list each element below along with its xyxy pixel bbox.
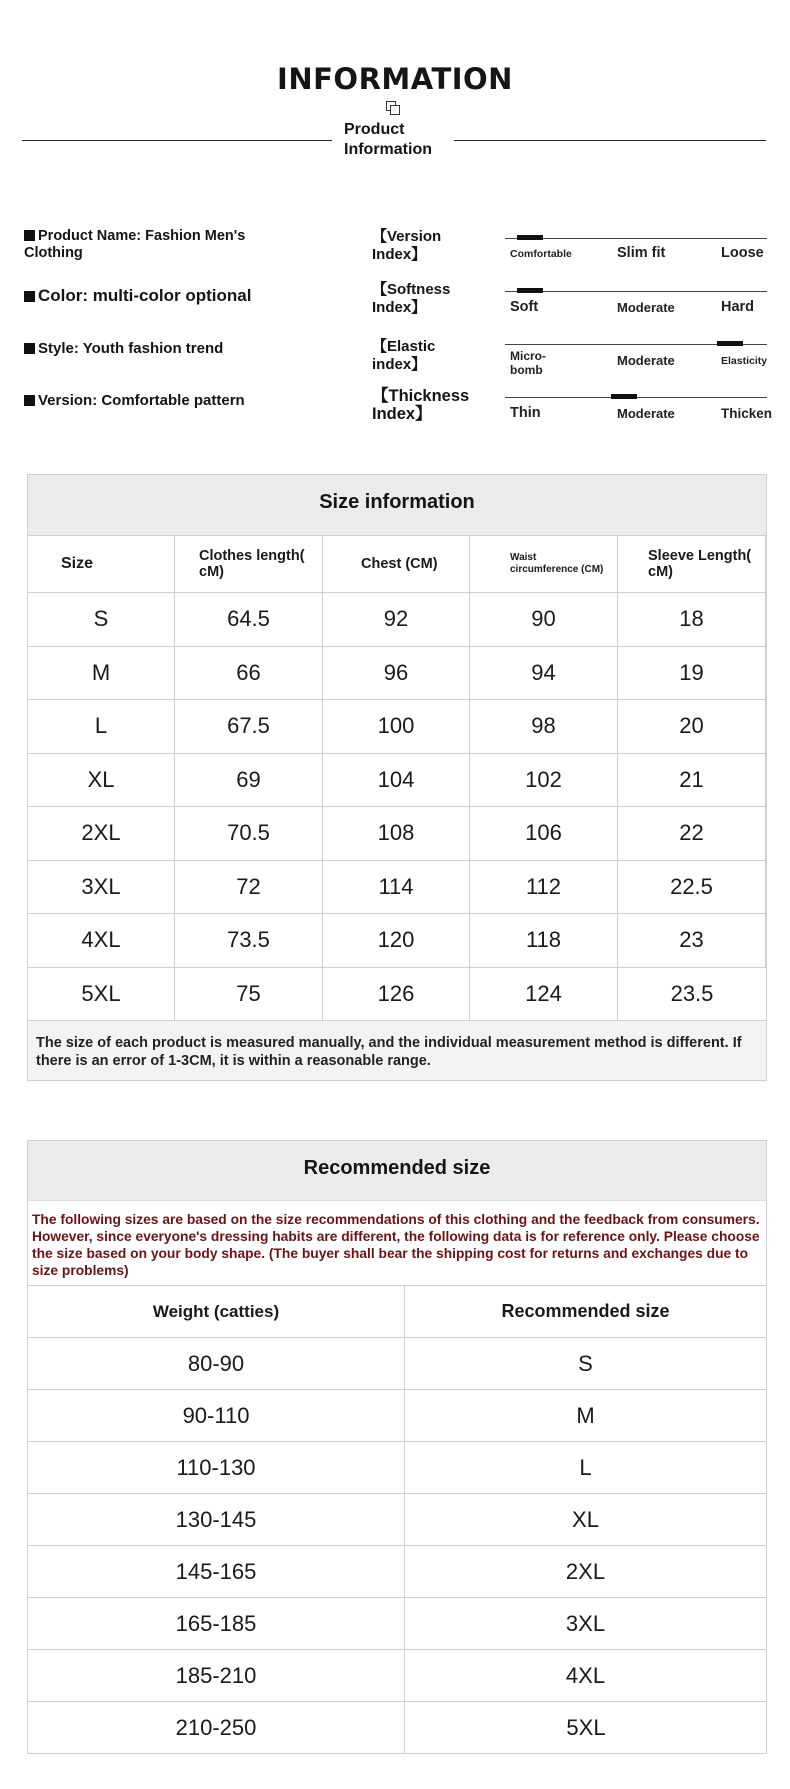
weight-range-cell: 210-250: [28, 1701, 405, 1753]
size-col-header: Size: [28, 535, 175, 592]
chest-cell: 126: [323, 967, 470, 1021]
size-cell: 2XL: [28, 806, 175, 860]
chest-cell: 120: [323, 913, 470, 967]
weight-range-cell: 130-145: [28, 1493, 405, 1545]
weight-range-cell: 110-130: [28, 1441, 405, 1493]
size-table: [27, 474, 767, 1081]
attr-style: Style: Youth fashion trend: [24, 340, 354, 357]
bullet-icon: [24, 343, 35, 354]
scale-option: Thicken: [721, 406, 773, 421]
recommended-size-cell: 2XL: [405, 1545, 767, 1597]
elastic-index-scale: [505, 344, 767, 384]
clothes-length-cell: 67.5: [175, 699, 323, 753]
waist-cell: 94: [470, 646, 618, 700]
waist-cell: 124: [470, 967, 618, 1021]
sleeve-length-cell: 22: [618, 806, 766, 860]
size-measurement-note: The size of each product is measured manually, and the individual measurement method is different. If there is an error of 1-3CM, it is within a reasonable range.: [28, 1020, 766, 1080]
clothes-length-cell: 66: [175, 646, 323, 700]
waist-cell: 90: [470, 592, 618, 646]
clothes-length-cell: 73.5: [175, 913, 323, 967]
size-cell: L: [28, 699, 175, 753]
scale-option: Slim fit: [617, 245, 666, 261]
recommend-table: [27, 1140, 767, 1754]
size-table-grid: [28, 535, 766, 1020]
size-cell: XL: [28, 753, 175, 807]
scale-option: Loose: [721, 245, 764, 261]
recommended-size-cell: 4XL: [405, 1649, 767, 1701]
scale-marker: [611, 394, 637, 399]
waist-cell: 102: [470, 753, 618, 807]
recommended-size-cell: XL: [405, 1493, 767, 1545]
waist-cell: 106: [470, 806, 618, 860]
sleeve-length-cell: 23: [618, 913, 766, 967]
bullet-icon: [24, 291, 35, 302]
divider-right: [454, 140, 766, 141]
chest-cell: 100: [323, 699, 470, 753]
size-cell: 5XL: [28, 967, 175, 1021]
attr-color: Color: multi-color optional: [24, 287, 354, 304]
scale-option: Micro- bomb: [510, 349, 546, 377]
version-index-scale: [505, 238, 767, 278]
recommended-size-cell: L: [405, 1441, 767, 1493]
scale-marker: [717, 341, 743, 346]
clothes-length-cell: 64.5: [175, 592, 323, 646]
recommended-size-cell: M: [405, 1389, 767, 1441]
sleeve-length-cell: 18: [618, 592, 766, 646]
sleeve-length-cell: 19: [618, 646, 766, 700]
bullet-icon: [24, 395, 35, 406]
elastic-index-label: 【Elastic index】: [372, 338, 436, 373]
recommended-size-col-header: Recommended size: [405, 1285, 767, 1337]
chest-col-header: Chest (CM): [323, 535, 470, 592]
recommend-note: The following sizes are based on the size recommendations of this clothing and the feedback from consumers. However, since everyone's dressing habits are different, the following data is for reference only. Please choose the size based on your body shape. (The buyer shall bear the shipping cost for returns and exchanges due to size problems): [28, 1200, 766, 1285]
size-cell: 3XL: [28, 860, 175, 914]
section-subtitle: Product Information: [344, 121, 432, 158]
scale-option: Moderate: [617, 406, 675, 421]
scale-track: [505, 291, 767, 292]
waist-cell: 118: [470, 913, 618, 967]
attr-product-name: Product Name: Fashion Men's Clothing: [24, 228, 246, 261]
clothes-length-cell: 72: [175, 860, 323, 914]
scale-option: Comfortable: [510, 248, 572, 260]
clothes-length-cell: 69: [175, 753, 323, 807]
scale-track: [505, 238, 767, 239]
scale-option: Thin: [510, 405, 541, 421]
recommended-size-cell: 3XL: [405, 1597, 767, 1649]
weight-range-cell: 185-210: [28, 1649, 405, 1701]
attr-version: Version: Comfortable pattern: [24, 392, 354, 409]
scale-option: Soft: [510, 299, 539, 315]
thickness-index-label: 【Thickness Index】: [372, 387, 470, 423]
chest-cell: 108: [323, 806, 470, 860]
version-index-label: 【Version Index】: [372, 228, 442, 263]
sleeve-length-cell: 23.5: [618, 967, 766, 1021]
clothes-length-cell: 70.5: [175, 806, 323, 860]
clothes-length-col-header: Clothes length( cM): [175, 535, 323, 592]
weight-range-cell: 90-110: [28, 1389, 405, 1441]
copy-icon: [386, 101, 400, 115]
waist-cell: 98: [470, 699, 618, 753]
size-cell: S: [28, 592, 175, 646]
sleeve-length-cell: 21: [618, 753, 766, 807]
scale-option: Hard: [721, 299, 755, 315]
weight-range-cell: 145-165: [28, 1545, 405, 1597]
recommended-size-cell: S: [405, 1337, 767, 1389]
sleeve-length-cell: 20: [618, 699, 766, 753]
recommended-size-cell: 5XL: [405, 1701, 767, 1753]
size-table-title: Size information: [28, 475, 766, 535]
weight-col-header: Weight (catties): [28, 1285, 405, 1337]
softness-index-scale: [505, 291, 767, 331]
size-cell: M: [28, 646, 175, 700]
scale-marker: [517, 288, 543, 293]
recommend-table-grid: [28, 1285, 766, 1753]
recommend-table-title: Recommended size: [28, 1141, 766, 1200]
softness-index-label: 【Softness Index】: [372, 281, 451, 316]
clothes-length-cell: 75: [175, 967, 323, 1021]
sleeve-length-col-header: Sleeve Length( cM): [618, 535, 766, 592]
size-cell: 4XL: [28, 913, 175, 967]
chest-cell: 114: [323, 860, 470, 914]
chest-cell: 96: [323, 646, 470, 700]
chest-cell: 92: [323, 592, 470, 646]
scale-option: Moderate: [617, 300, 675, 315]
weight-range-cell: 80-90: [28, 1337, 405, 1389]
divider-left: [22, 140, 332, 141]
thickness-index-scale: [505, 397, 773, 437]
scale-option: Elasticity: [721, 355, 768, 367]
scale-option: Moderate: [617, 353, 675, 368]
sleeve-length-cell: 22.5: [618, 860, 766, 914]
page-title: INFORMATION: [277, 62, 513, 96]
scale-marker: [517, 235, 543, 240]
chest-cell: 104: [323, 753, 470, 807]
weight-range-cell: 165-185: [28, 1597, 405, 1649]
waist-col-header: Waist circumference (CM): [470, 535, 618, 592]
waist-cell: 112: [470, 860, 618, 914]
bullet-icon: [24, 230, 35, 241]
